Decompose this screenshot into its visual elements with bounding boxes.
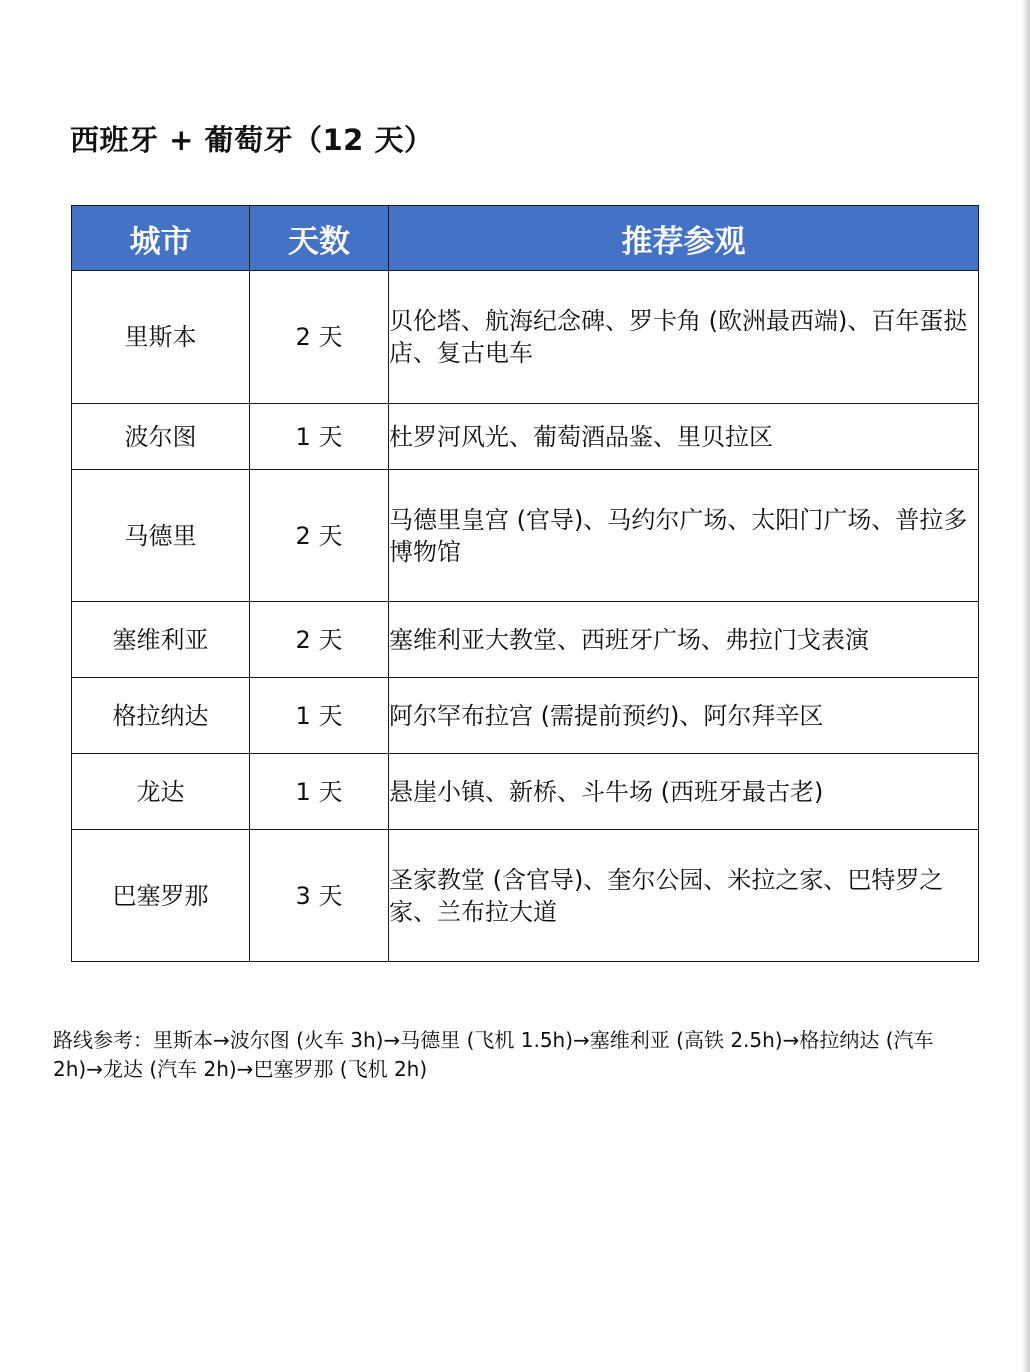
header-city: 城市 bbox=[72, 206, 250, 271]
table-row bbox=[72, 678, 979, 754]
itinerary-table bbox=[71, 205, 979, 962]
city-cell: 格拉纳达 bbox=[72, 678, 250, 754]
sights-cell: 杜罗河风光、葡萄酒品鉴、里贝拉区 bbox=[389, 404, 979, 470]
header-days: 天数 bbox=[250, 206, 389, 271]
table-header-row bbox=[72, 206, 979, 271]
city-cell: 里斯本 bbox=[72, 271, 250, 404]
page-title: 西班牙 + 葡萄牙（12 天） bbox=[70, 123, 434, 157]
days-cell: 2 天 bbox=[250, 470, 389, 602]
table-row bbox=[72, 754, 979, 830]
table-row bbox=[72, 271, 979, 404]
days-cell: 1 天 bbox=[250, 754, 389, 830]
table-row bbox=[72, 470, 979, 602]
city-cell: 波尔图 bbox=[72, 404, 250, 470]
sights-cell: 圣家教堂 (含官导)、奎尔公园、米拉之家、巴特罗之家、兰布拉大道 bbox=[389, 830, 979, 962]
city-cell: 马德里 bbox=[72, 470, 250, 602]
days-cell: 2 天 bbox=[250, 271, 389, 404]
city-cell: 巴塞罗那 bbox=[72, 830, 250, 962]
header-sights: 推荐参观 bbox=[389, 206, 979, 271]
table-row bbox=[72, 602, 979, 678]
days-cell: 2 天 bbox=[250, 602, 389, 678]
days-cell: 1 天 bbox=[250, 404, 389, 470]
sights-cell: 塞维利亚大教堂、西班牙广场、弗拉门戈表演 bbox=[389, 602, 979, 678]
city-cell: 龙达 bbox=[72, 754, 250, 830]
days-cell: 1 天 bbox=[250, 678, 389, 754]
route-reference-note: 路线参考：里斯本→波尔图 (火车 3h)→马德里 (飞机 1.5h)→塞维利亚 (高铁 2.5h)→格拉纳达 (汽车 2h)→龙达 (汽车 2h)→巴塞罗那 (飞机 2h) bbox=[53, 1028, 934, 1081]
sights-cell: 马德里皇宫 (官导)、马约尔广场、太阳门广场、普拉多博物馆 bbox=[389, 470, 979, 602]
city-cell: 塞维利亚 bbox=[72, 602, 250, 678]
sights-cell: 悬崖小镇、新桥、斗牛场 (西班牙最古老) bbox=[389, 754, 979, 830]
days-cell: 3 天 bbox=[250, 830, 389, 962]
table-row bbox=[72, 404, 979, 470]
table-row bbox=[72, 830, 979, 962]
sights-cell: 阿尔罕布拉宫 (需提前预约)、阿尔拜辛区 bbox=[389, 678, 979, 754]
sights-cell: 贝伦塔、航海纪念碑、罗卡角 (欧洲最西端)、百年蛋挞店、复古电车 bbox=[389, 271, 979, 404]
page-edge-shadow bbox=[1022, 0, 1030, 1372]
